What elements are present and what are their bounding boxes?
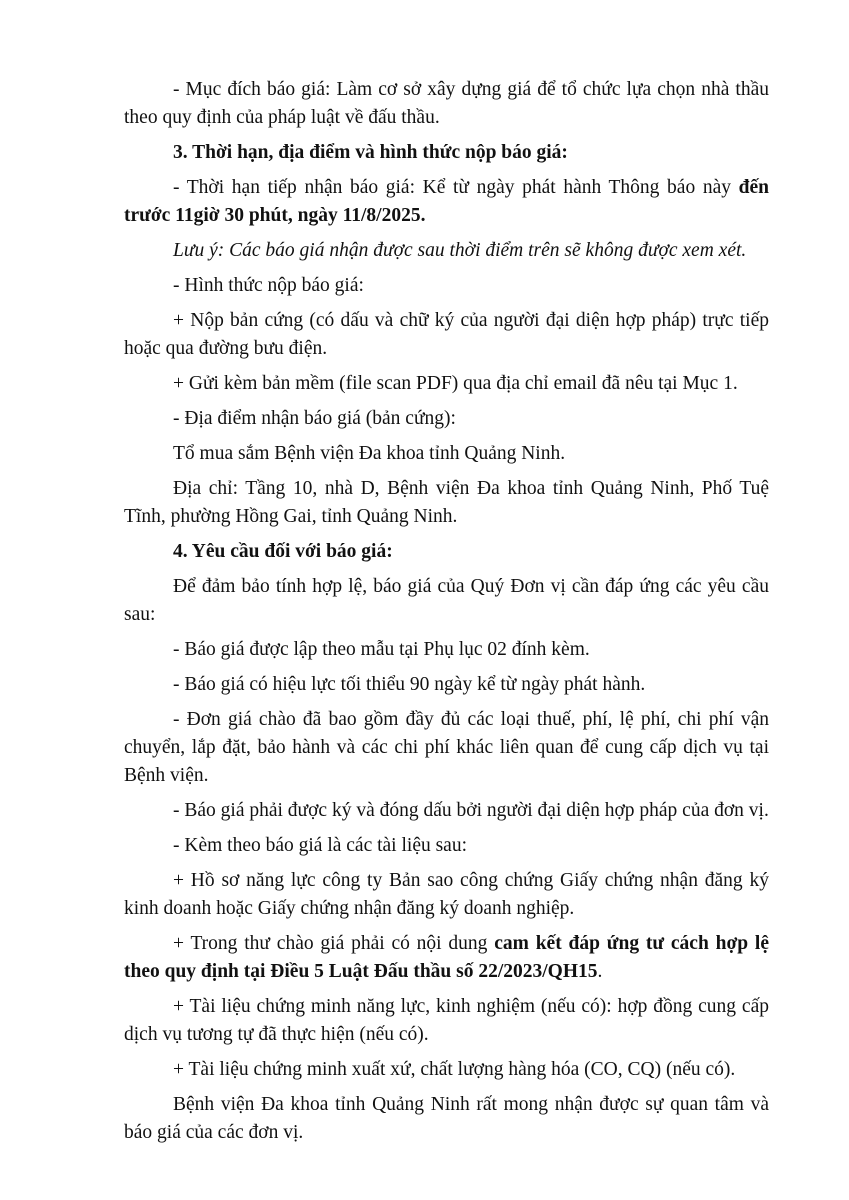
hard-copy-paragraph: + Nộp bản cứng (có dấu và chữ ký của người đại diện hợp pháp) trực tiếp hoặc qua đường bưu điện. xyxy=(124,310,769,359)
section-4-heading: 4. Yêu cầu đối với báo giá: xyxy=(173,541,393,562)
deadline-text: - Thời hạn tiếp nhận báo giá: Kể từ ngày phát hành Thông báo này xyxy=(173,177,739,198)
requirement-validity: - Báo giá có hiệu lực tối thiểu 90 ngày kể từ ngày phát hành. xyxy=(173,674,646,695)
attachments-label: - Kèm theo báo giá là các tài liệu sau: xyxy=(173,835,468,856)
requirement-template: - Báo giá được lập theo mẫu tại Phụ lục 02 đính kèm. xyxy=(173,639,590,660)
document-page xyxy=(124,76,769,1147)
attachment-experience: + Tài liệu chứng minh năng lực, kinh nghiệm (nếu có): hợp đồng cung cấp dịch vụ tương tự đã thực hiện (nếu có). xyxy=(124,996,769,1045)
procurement-team: Tổ mua sắm Bệnh viện Đa khoa tỉnh Quảng Ninh. xyxy=(173,443,566,464)
commitment-text-end: . xyxy=(597,961,603,982)
attachment-company-profile: + Hồ sơ năng lực công ty Bản sao công chứng Giấy chứng nhận đăng ký kinh doanh hoặc Giấy chứng nhận đăng ký doanh nghiệp. xyxy=(124,870,769,919)
commitment-text: + Trong thư chào giá phải có nội dung xyxy=(173,933,495,954)
deadline-bold-text: đến trước 11giờ 30 phút, ngày 11/8/2025. xyxy=(124,177,769,226)
section-3-heading: 3. Thời hạn, địa điểm và hình thức nộp báo giá: xyxy=(173,142,568,163)
location-label: - Địa điểm nhận báo giá (bản cứng): xyxy=(173,408,456,429)
requirement-pricing: - Đơn giá chào đã bao gồm đầy đủ các loại thuế, phí, lệ phí, chi phí vận chuyển, lắp đặt, bảo hành và các chi phí khác liên quan để cung cấp dịch vụ tại Bệnh viện. xyxy=(124,709,769,786)
requirements-intro: Để đảm bảo tính hợp lệ, báo giá của Quý Đơn vị cần đáp ứng các yêu cầu sau: xyxy=(124,576,769,625)
address-paragraph: Địa chỉ: Tầng 10, nhà D, Bệnh viện Đa khoa tỉnh Quảng Ninh, Phố Tuệ Tĩnh, phường Hồng Gai, tỉnh Quảng Ninh. xyxy=(124,478,769,527)
attachment-commitment xyxy=(124,930,769,986)
requirement-signature: - Báo giá phải được ký và đóng dấu bởi người đại diện hợp pháp của đơn vị. xyxy=(173,800,769,821)
soft-copy-paragraph: + Gửi kèm bản mềm (file scan PDF) qua địa chỉ email đã nêu tại Mục 1. xyxy=(173,373,738,394)
deadline-paragraph xyxy=(124,174,769,230)
note-paragraph: Lưu ý: Các báo giá nhận được sau thời điểm trên sẽ không được xem xét. xyxy=(173,240,747,261)
submission-form-label: - Hình thức nộp báo giá: xyxy=(173,275,364,296)
purpose-paragraph: - Mục đích báo giá: Làm cơ sở xây dựng giá để tổ chức lựa chọn nhà thầu theo quy định của pháp luật về đấu thầu. xyxy=(124,79,769,128)
closing-paragraph: Bệnh viện Đa khoa tỉnh Quảng Ninh rất mong nhận được sự quan tâm và báo giá của các đơn vị. xyxy=(124,1094,769,1143)
attachment-origin: + Tài liệu chứng minh xuất xứ, chất lượng hàng hóa (CO, CQ) (nếu có). xyxy=(173,1059,736,1080)
commitment-bold-text: cam kết đáp ứng tư cách hợp lệ theo quy định tại Điều 5 Luật Đấu thầu số 22/2023/QH15 xyxy=(124,933,769,982)
